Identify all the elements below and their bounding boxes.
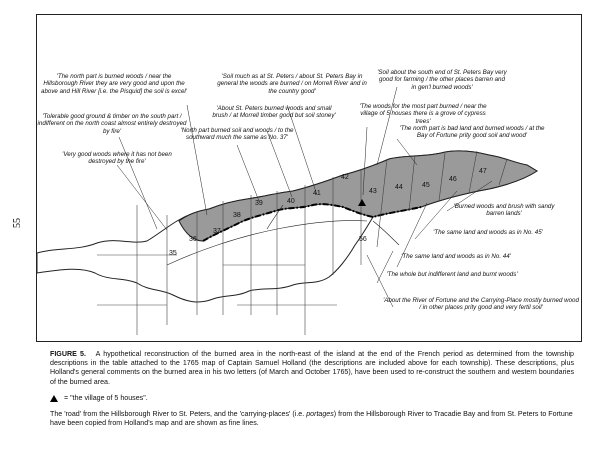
quote-38: 'Very good woods where it has not been destroyed by the fire' bbox=[62, 151, 172, 166]
map-svg bbox=[37, 15, 582, 342]
township-56: 56 bbox=[359, 236, 367, 243]
quote-35: 'The north part is burned woods / near the Hillsborough River they are very good and upon the above and Hill River [i.e. the Pisquid] the soil is excel' bbox=[41, 73, 187, 95]
township-47: 47 bbox=[479, 168, 487, 175]
township-39: 39 bbox=[255, 200, 263, 207]
township-45: 45 bbox=[422, 182, 430, 189]
township-46: 46 bbox=[449, 176, 457, 183]
quote-44: 'The whole but indifferent land and burnt woods' bbox=[386, 271, 518, 278]
township-35: 35 bbox=[169, 250, 177, 257]
quote-45: 'The same land and woods as in No. 44' bbox=[401, 253, 511, 260]
map-figure bbox=[36, 14, 582, 342]
township-38: 38 bbox=[233, 212, 241, 219]
township-37: 37 bbox=[213, 228, 221, 235]
figure-note bbox=[50, 410, 574, 428]
legend bbox=[50, 394, 148, 402]
township-42: 42 bbox=[341, 174, 349, 181]
quote-40: 'Soil much as at St. Peters / about St. Peters Bay in general the woods are burned / on Morrell River and in the country good' bbox=[217, 73, 367, 95]
quote-47: 'Burned woods and brush with sandy barren lands' bbox=[453, 203, 555, 218]
quote-43: 'The north part is bad land and burned woods / at the Bay of Fortune prity good soil and wood' bbox=[399, 125, 545, 140]
township-41: 41 bbox=[313, 190, 321, 197]
quote-36: 'Tolerable good ground & timber on the south part / indifferent on the north coast almost entirely destroyed by fire' bbox=[37, 113, 187, 135]
township-44: 44 bbox=[395, 184, 403, 191]
township-36: 36 bbox=[189, 236, 197, 243]
legend-text: = "the village of 5 houses". bbox=[63, 394, 148, 402]
township-43: 43 bbox=[369, 188, 377, 195]
page-number: 55 bbox=[12, 218, 23, 228]
note-text-1: The 'road' from the Hillsborough River to St. Peters, and the 'carrying-places' (i.e. bbox=[50, 410, 307, 418]
township-40: 40 bbox=[287, 198, 295, 205]
figure-caption-text: A hypothetical reconstruction of the burned area in the north-east of the island at the end of the French period as determined from the township descriptions in the table attached to the 1765 map of Captain Samuel Holland (the descriptions are included above for each township). These descriptions, plus Holland's general comments on the burned area in his two letters (of March and October 1765), have been used to re-construct the southern and western boundaries of the burned area. bbox=[50, 350, 574, 386]
village-triangle-icon bbox=[50, 395, 58, 402]
quote-41: 'Soil about the south end of St. Peters Bay very good for farming / the other places barren and in gen'l burned woods' bbox=[377, 69, 507, 91]
figure-caption bbox=[50, 350, 574, 387]
quote-37: 'North part burned soil and woods / to the southward much the same as No. 37' bbox=[180, 127, 294, 142]
note-text-2: ) from the Hillsborough River to Tracadie Bay and from St. Peters to Fortune have been copied from Holland's map and are shown as fine lines. bbox=[50, 410, 573, 428]
quote-46: 'The same land and woods as in No. 45' bbox=[433, 229, 543, 236]
quote-56: 'About the River of Fortune and the Carrying-Place mostly burned wood / in other places prity good and very fertil soil' bbox=[383, 297, 579, 312]
quote-39: 'About St. Peters burned woods and small brush / at Morrell timber good but soil stoney' bbox=[212, 105, 336, 120]
figure-label: FIGURE 5. bbox=[50, 350, 86, 358]
quote-42: 'The woods for the most part burned / near the village of 5 houses there is a grove of cypress trees' bbox=[359, 103, 487, 125]
note-emphasis: portages bbox=[306, 410, 334, 418]
